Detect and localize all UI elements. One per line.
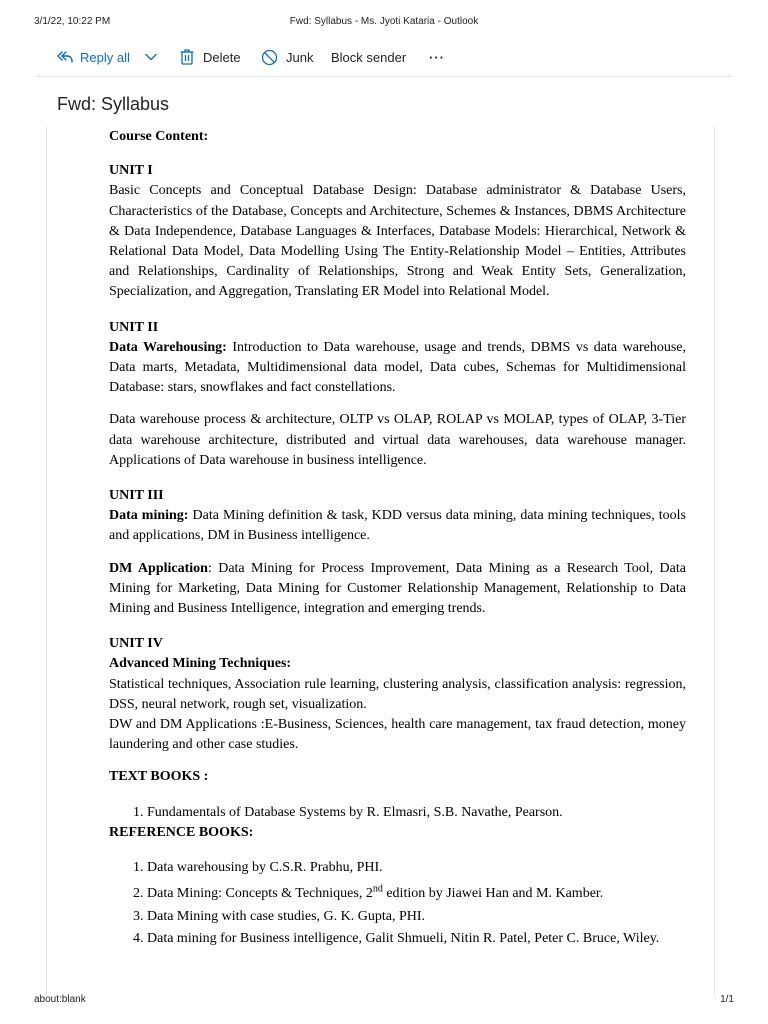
print-page-count: 1/1	[720, 994, 734, 1005]
reply-options-dropdown[interactable]	[144, 44, 158, 70]
unit2-lead: Data Warehousing:	[109, 339, 227, 355]
text-book-item: 1. Fundamentals of Database Systems by R. Elmasri, S.B. Navathe, Pearson.	[147, 803, 686, 823]
reference-book-item: 1. Data warehousing by C.S.R. Prabhu, PHI.	[147, 858, 686, 878]
unit4-subtitle: Advanced Mining Techniques:	[109, 656, 292, 672]
print-datetime: 3/1/22, 10:22 PM	[34, 16, 111, 27]
unit4-body: Statistical techniques, Association rule learning, clustering analysis, classification analysis: regression, DSS, neural network, rough set, visualization.	[109, 676, 686, 712]
message-body	[46, 127, 715, 994]
reference-books-list	[109, 858, 686, 949]
unit3-paragraph2	[109, 559, 686, 620]
unit2-paragraph	[109, 338, 686, 399]
unit3-paragraph	[109, 506, 686, 546]
text-books-heading: TEXT BOOKS :	[109, 769, 209, 785]
syllabus-document	[109, 127, 686, 949]
reference-book-2-sup: nd	[372, 883, 383, 895]
reference-book-item	[147, 884, 686, 904]
more-actions-button[interactable]	[429, 44, 445, 70]
block-sender-label: Block sender	[331, 49, 407, 65]
reference-book-2-text: Data Mining: Concepts & Techniques, 2	[147, 886, 373, 902]
unit3-body2: : Data Mining for Process Improvement, Data Mining as a Research Tool, Data Mining for Marketing, Data Mining for Customer Relationship Management, Relationship to Data Mining and Business Intelligence, integration and emerging trends.	[109, 560, 686, 617]
unit2-body: Introduction to Data warehouse, usage and trends, DBMS vs data warehouse, Data marts, Metadata, Multidimensional data model, Data cubes, Schemas for Multidimensional Database: stars, snowflakes and fact constellations.	[109, 339, 686, 396]
reference-books-heading: REFERENCE BOOKS:	[109, 824, 254, 840]
unit2-title: UNIT II	[109, 319, 159, 335]
block-sender-button[interactable]	[331, 44, 406, 70]
unit3-body: Data Mining definition & task, KDD versus data mining, data mining techniques, tools and applications, DM in Business intelligence.	[109, 508, 686, 544]
junk-button[interactable]	[261, 44, 313, 70]
unit2-body2: Data warehouse process & architecture, OLTP vs OLAP, ROLAP vs MOLAP, types of OLAP, 3-Tier data warehouse architecture, distributed and virtual data warehouses, data warehouse manager. Applications of Data warehouse in business intelligence.	[109, 412, 686, 468]
reply-all-button[interactable]	[56, 44, 130, 70]
chevron-down-icon	[144, 52, 158, 62]
delete-button[interactable]	[179, 44, 241, 70]
text-books-list	[109, 803, 686, 823]
more-options-icon: ···	[429, 49, 445, 65]
unit3-title: UNIT III	[109, 488, 164, 504]
print-window-title: Fwd: Syllabus - Ms. Jyoti Kataria - Outlook	[289, 16, 479, 27]
unit1-body: Basic Concepts and Conceptual Database Design: Database administrator & Database Users, Characteristics of the Database, Concepts and Architecture, Schemes & Instances, DBMS Architecture & Data Independence, Database Languages & Interfaces, Database Models: Hierarchical, Network & Relational Data Model, Data Modelling Using The Entity-Relationship Model – Entities, Attributes and Relationships, Cardinality of Relationships, Strong and Weak Entity Sets, Generalization, Specialization, and Aggregation, Translating ER Model into Relational Model.	[109, 183, 686, 300]
email-subject: Fwd: Syllabus	[57, 94, 170, 114]
course-content-heading: Course Content:	[109, 129, 209, 144]
unit3-lead2: DM Application	[109, 560, 208, 576]
reference-book-item: 3. Data Mining with case studies, G. K. Gupta, PHI.	[147, 907, 686, 927]
junk-label: Junk	[286, 49, 314, 65]
unit1-title: UNIT I	[109, 163, 153, 179]
unit4-title: UNIT IV	[109, 636, 163, 652]
print-header	[0, 14, 768, 30]
block-circle-icon	[261, 49, 278, 66]
reference-book-2-tail: edition by Jiawei Han and M. Kamber.	[382, 886, 604, 902]
trash-icon	[179, 48, 195, 66]
reply-all-label: Reply all	[80, 49, 130, 65]
unit3-lead: Data mining:	[109, 508, 189, 524]
print-url: about:blank	[34, 994, 86, 1005]
reply-all-icon	[56, 49, 74, 65]
delete-label: Delete	[203, 49, 241, 65]
message-toolbar	[36, 40, 732, 77]
unit4-body2: DW and DM Applications :E-Business, Sciences, health care management, tax fraud detection, money laundering and other case studies.	[109, 717, 686, 753]
reference-book-item: 4. Data mining for Business intelligence, Galit Shmueli, Nitin R. Patel, Peter C. Bruce, Wiley.	[147, 929, 686, 949]
